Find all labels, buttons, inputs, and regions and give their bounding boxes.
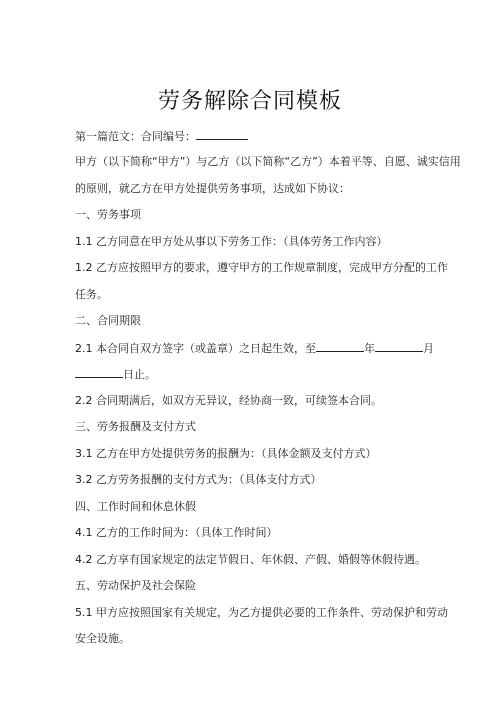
section-heading: 三、劳务报酬及支付方式 [75, 420, 196, 433]
clause-line: 2.2 合同期满后，如双方无异议，经协商一致，可续签本合同。 [75, 394, 382, 407]
paragraph-line: 的原则，就乙方在甲方处提供劳务事项，达成如下协议： [75, 182, 350, 195]
year-label: 年 [364, 342, 375, 355]
clause-line: 任务。 [75, 288, 108, 301]
clause-line: 1.1 乙方同意在甲方处从事以下劳务工作：（具体劳务工作内容） [75, 235, 388, 248]
contract-number-line [75, 129, 248, 144]
clause-line: 3.1 乙方在甲方处提供劳务的报酬为：（具体金额及支付方式） [75, 447, 377, 460]
term-start-line [75, 341, 434, 356]
clause-line: 5.1 甲方应按照国家有关规定，为乙方提供必要的工作条件、劳动保护和劳动 [75, 606, 448, 619]
clause-line: 4.1 乙方的工作时间为：（具体工作时间） [75, 526, 278, 539]
day-blank [75, 367, 123, 378]
section-heading: 五、劳动保护及社会保险 [75, 579, 196, 592]
term-clause-text: 2.1 本合同自双方签字（或盖章）之日起生效，至 [75, 342, 316, 355]
clause-line: 4.2 乙方享有国家规定的法定节假日、年休假、产假、婚假等休假待遇。 [75, 553, 426, 566]
year-blank [316, 341, 364, 352]
section-heading: 四、工作时间和休息休假 [75, 500, 196, 513]
day-end-label: 日止。 [123, 368, 156, 381]
contract-number-blank [196, 129, 248, 140]
contract-number-label: 第一篇范文：合同编号： [75, 130, 196, 143]
document-title: 劳务解除合同模板 [157, 89, 342, 114]
section-heading: 二、合同期限 [75, 314, 141, 327]
clause-line: 安全设施。 [75, 632, 130, 645]
section-heading: 一、劳务事项 [75, 208, 141, 221]
clause-line: 3.2 乙方劳务报酬的支付方式为：（具体支付方式） [75, 473, 322, 486]
paragraph-line: 甲方（以下简称“甲方”）与乙方（以下简称“乙方”）本着平等、自愿、诚实信用 [75, 155, 461, 168]
term-end-line [75, 367, 156, 382]
clause-line: 1.2 乙方应按照甲方的要求，遵守甲方的工作规章制度，完成甲方分配的工作 [75, 261, 448, 274]
month-blank [375, 341, 423, 352]
month-label: 月 [423, 342, 434, 355]
